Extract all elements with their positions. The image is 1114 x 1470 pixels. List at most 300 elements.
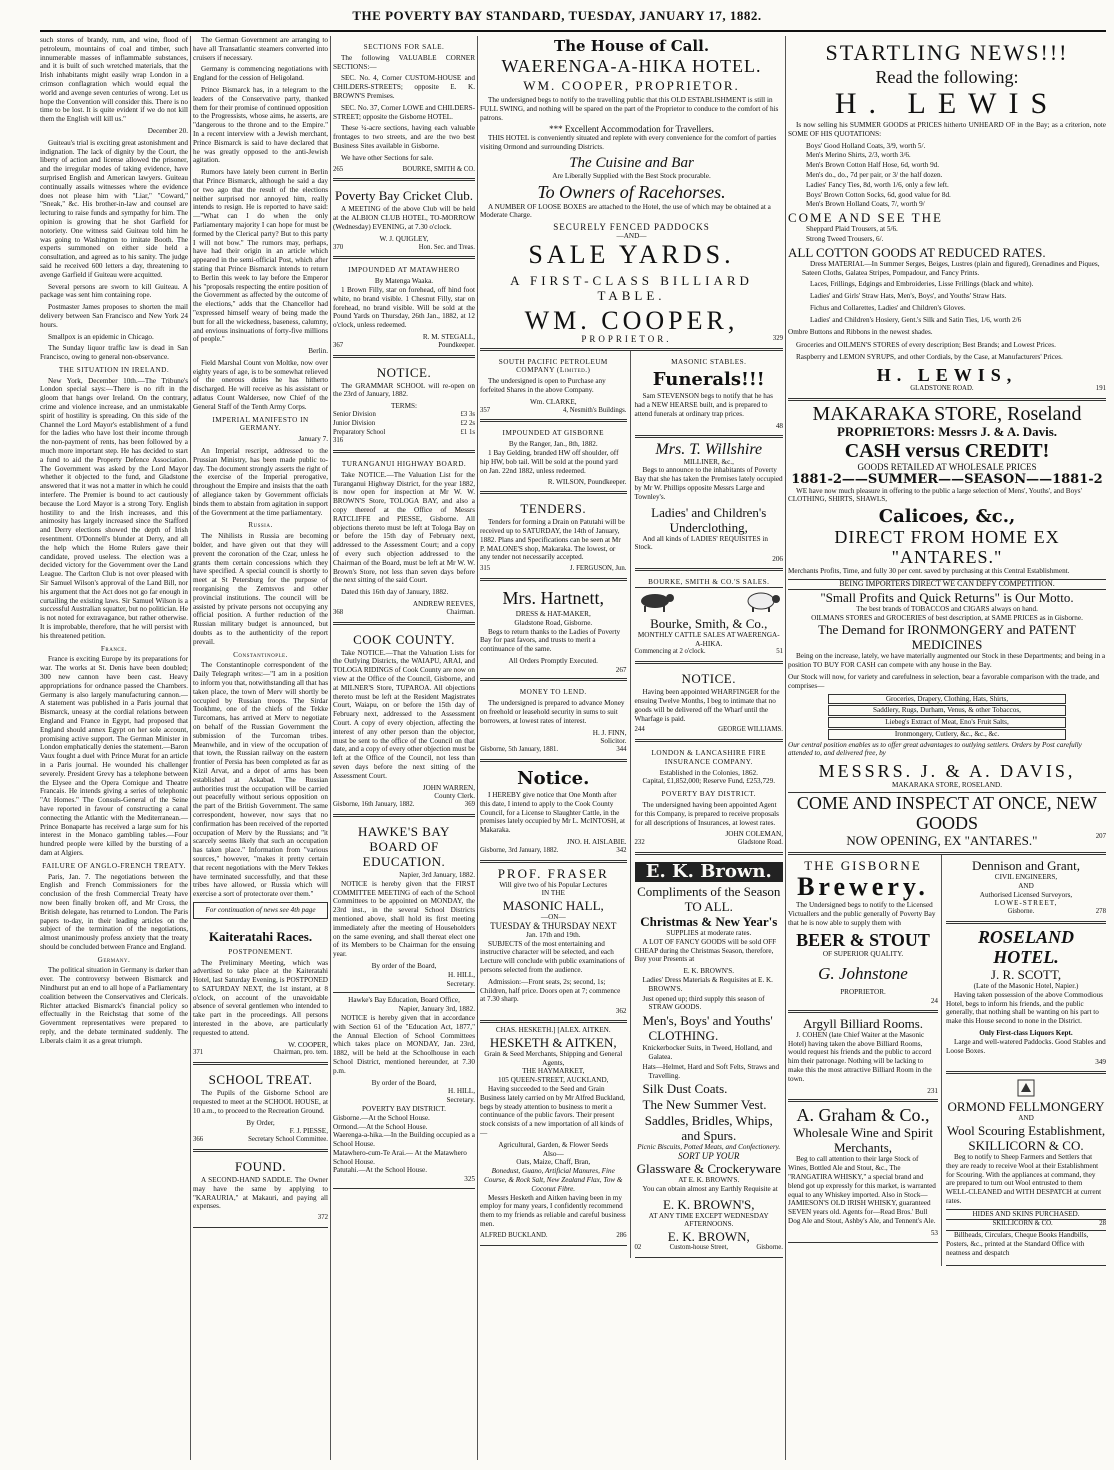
ad-address: LOWE-STREET, [994, 899, 1058, 908]
ad-venue: MASONIC HALL, [502, 898, 604, 914]
ad-body: SEC. No. 4, Corner CUSTOM-HOUSE and CHILDERS-STREETS; opposite E. K. BROWN'S Premises. [333, 74, 475, 100]
ad-headline: STARTLING NEWS!!! [825, 40, 1069, 65]
ad-title: Poverty Bay Cricket Club. [335, 188, 473, 204]
ad-and: AND [1018, 1114, 1034, 1123]
ad-district: POVERTY BAY DISTRICT. [661, 790, 756, 799]
ad-role: Chairman. [446, 608, 475, 616]
ad-body: These ¼-acre sections, having each valuable frontages to two streets, and are the two best Business Sites available in Gisborne. [333, 124, 475, 150]
place-item: Gisborne.—At the School House. [333, 1113, 430, 1122]
ad-body: MONTHLY CATTLE SALES AT WAERENGA-A-HIKA. [637, 630, 780, 648]
ad-argyll-billiards [788, 1013, 938, 1103]
ad-body: Beg to notify to Sheep Farmers and Settlers that they are ready to receive Wool at their Establishment for Scouring. With the appliances at command, they are prepared to turn out Wool entrusted to them WELL-CLEANED and WITH DESPATCH at current rates. [946, 1153, 1102, 1206]
ad-bonedust: Bonedust, Guano, Artificial Manures, Fine Course, & Rock Salt, New Zealand Flax, Tow & Coconut Fibre. [484, 1167, 623, 1193]
ad-also: Also— [542, 1149, 564, 1158]
ad-on: —ON— [540, 913, 566, 922]
section-heading: Germany. [97, 955, 131, 964]
news-column-2 [193, 36, 328, 1460]
ad-number: 265 [333, 165, 344, 173]
ad-saddles: Saddles, Bridles, Whips, and Spurs. [644, 1113, 773, 1144]
list-item: Boys' Good Holland Coats, 3/9, worth 5/. [806, 141, 926, 150]
ad-highlight: SECURELY FENCED PADDOCKS [553, 222, 710, 233]
column-divider [190, 36, 191, 1460]
ad-calicoes: Calicoes, &c., [878, 506, 1016, 528]
place-item: Ormond.—At the School House. [333, 1122, 428, 1131]
ad-body: The Undersigned begs to notify to the Licensed Victuallers and the public generally of Poverty Bay that he is now able to supply them with [788, 901, 936, 927]
ad-time: Commencing at 2 o'clock. [634, 648, 706, 656]
ad-subtitle: OF SUPERIOR QUALITY. [822, 950, 904, 959]
sheep-icon [743, 591, 783, 613]
fee-row: Junior Division £2 2s [333, 419, 475, 427]
ad-body: Ombre Buttons and Ribbons in the newest shades. [788, 327, 933, 336]
ad-body: WE have now much pleasure in offering to the public a large selection of Mens', Youths', and Boys' CLOTHING, SHIRTS, SHAWLS, [788, 486, 1082, 504]
ad-signature: H. HILL, [448, 1087, 475, 1096]
place-item: Patutahi.—At the School House. [333, 1166, 428, 1175]
ad-number: 342 [616, 846, 627, 854]
ad-sections-for-sale [333, 36, 475, 181]
ad-title: HAWKE'S BAY BOARD OF EDUCATION. [358, 823, 450, 869]
ad-signature: W. J. QUIGLEY, [379, 234, 429, 243]
ad-title: BOURKE, SMITH & CO.'S SALES. [635, 578, 783, 588]
section-heading: Constantinople. [233, 650, 288, 659]
ad-role: Secretary School Committee. [248, 1136, 328, 1144]
ad-signature: H. HILL, [448, 970, 475, 979]
ad-bourke-sales [635, 571, 783, 664]
ad-date: Gisborne, 16th January, 1882. [333, 801, 415, 809]
ad-hawkes-bay-election [333, 993, 475, 1189]
ad-title: PROF. FRASER [497, 865, 609, 881]
ad-body: SEC. No. 37, Corner LOWE and CHILDERS-STREET; opposite the Gisborne HOTEL. [333, 103, 475, 121]
dateline: Berlin. [308, 347, 328, 356]
ad-signature: ANDREW REEVES, [412, 600, 475, 609]
ad-body: SUBJECTS of the most entertaining and instructive character will be selected, and each Lecture will conclude with public examinations of persons selected from the audience. [480, 939, 625, 975]
ad-title: IMPOUNDED AT MATAWHERO [348, 266, 460, 275]
ad-title: MAKARAKA STORE, Roseland [812, 402, 1082, 425]
ad-body: The Preliminary Meeting, which was advertised to take place at the Kaiteratahi Hotel, last Saturday Evening, is POSTPONED to SATURDAY NEXT, the 1st instant, at 8 o'clock, on account of the unavoidable absence of several gentlemen who intended to take part in the proceedings. All persons interested in the above, are particularly requested to attend. [193, 958, 328, 1037]
ad-glassware: Glassware & Crockeryware [636, 1161, 781, 1177]
list-item: Silk Dust Coats. [642, 1081, 728, 1097]
ad-title: WM. COOPER, [524, 305, 739, 335]
ad-subtitle: POSTPONEMENT. [228, 947, 293, 956]
ad-address: THE HAYMARKET, [522, 1067, 585, 1076]
ad-signature: H. J. FINN, [592, 728, 627, 737]
ad-role: Solicitor. [600, 737, 627, 746]
ad-title: SALE YARDS. [528, 239, 735, 269]
ad-body: Having been appointed WHARFINGER for the ensuing Twelve Months, I beg to intimate that no goods will be delivered off the Wharf until the Wharfage is paid. [634, 688, 780, 723]
ad-number: 278 [1095, 908, 1106, 916]
ad-willshire [635, 438, 783, 571]
ad-subtitle: CIVIL ENGINEERS, [994, 873, 1058, 882]
ad-cook-county [333, 625, 475, 817]
ad-number: 349 [1095, 1058, 1106, 1067]
ad-signature: GEORGE WILLIAMS. [718, 726, 783, 734]
ad-role: Secretary. [446, 979, 475, 988]
article-text: Postmaster James proposes to shorten the mail delivery between San Francisco and New York 24 hours. [40, 303, 188, 329]
ad-impounded-gisborne [480, 422, 627, 494]
ad-signature: ALFRED BUCKLAND. [480, 1231, 548, 1239]
ad-date: Napier, January 3rd, 1882. [398, 1005, 475, 1014]
list-item: Ladies' Dress Materials & Requisites at E. K. BROWN'S. [642, 976, 773, 993]
ad-terms: TERMS: [391, 402, 417, 411]
ad-come-inspect: COME AND INSPECT AT ONCE, NEW GOODS [788, 792, 1106, 833]
ad-dates: Jan. 17th and 19th. [526, 930, 581, 939]
ad-body: Having succeeded to the Seed and Grain Business lately carried on by Mr Alfred Buckland, begs by steady attention to business to merit a continuance of the public favors. Their present stock consists of a new importation of all kinds of— [480, 1084, 625, 1137]
ad-oats: Oats, Maize, Chaff, Bran, [516, 1158, 591, 1167]
ad-london-lancashire [635, 742, 783, 855]
ad-title: SCHOOL TREAT. [208, 1072, 313, 1088]
ad-role: Hon. Sec. and Treas. [418, 243, 475, 251]
ad-headline: CASH versus CREDIT! [844, 439, 1050, 462]
ad-body: Sam STEVENSON begs to notify that he has had a NEW HEARSE built, and is prepared to attend funerals at ordinary trap prices. [634, 392, 773, 418]
ad-capital: Capital, £1,852,000; Reserve Fund, £253,729. [642, 777, 776, 786]
ad-ek-brown [635, 855, 783, 1258]
ad-signature: Wm. CLARKE, [530, 397, 577, 406]
ad-role: 4, Nesmith's Buildings. [562, 406, 627, 414]
continuation-note: For continuation of news see 4th page [193, 902, 328, 919]
ad-role: Chairman, pro. tem. [273, 1049, 328, 1057]
ad-headline: Christmas & New Year's [640, 914, 778, 930]
ad-signature: JNO. H. AISLABIE. [566, 838, 627, 847]
ad-body: Ladies' and Children's Hosiery, Gent.'s Silk and Satin Ties, 1/6, worth 2/6 [810, 315, 1022, 324]
ad-slaughter-notice [480, 762, 627, 863]
section-heading: FAILURE OF ANGLO-FRENCH TREATY. [42, 861, 186, 870]
news-column-1 [40, 36, 188, 1460]
ad-number: 316 [333, 437, 344, 445]
ad-footer: E. K. BROWN, [667, 1229, 750, 1245]
ad-body: Being on the increase, lately, we have materially augmented our Stock in these Departments; and being in a position TO BUY FOR CASH can compete with any house in the Bay. [788, 652, 1106, 670]
ad-masonic-stables [635, 351, 783, 438]
article-text: The Constantinople correspondent of the Daily Telegraph writes:—"I am in a position to inform you that, notwithstanding all that has taken place, the town of Merv will shortly be occupied by Russian troops. The Sirdar Tookhme, one of the chiefs of the Tekke Turcomans, has arrived at Merv to negotiate on behalf of the Russian Government the submission of the Turcoman tribes. Meanwhile, and in view of the occupation of that town, the Russian railway on the eastern frontier of Persia has been completed as far as Kizil Arvat, and a depot of arms has been established at Askabad. The Russian authorities trust the occupation will be carried out peacefully without serious opposition on the part of the British Government. The same correspondent, however, now says that no confirmation has been received of the reported occupation of Merv by the Russians; and "it scarcely seems likely that such an occupation has taken place." Information from "various sources," however, "makes it pretty certain that recent negotiations with the Merv Tekkes have terminated successfully, and that these tribes have allowed, or Russia which will exercise a sort of protectorate over them." [193, 661, 328, 899]
ad-dennison-grant [946, 855, 1106, 924]
ad-number: 315 [480, 565, 491, 573]
ad-number: 02 [634, 1244, 642, 1252]
article-text: such stores of brandy, rum, and wine, flood of petroleum, mountains of coal and timber, such innumerable masses of inflammable substances, and it is built of such wretched materials, that the Irish inhabitants might easily wrap London in a crimson conflagration which would equal the world and avenge seven centuries of wrong. Let us hope the Convention will consider this. There is no time to be lost. It is quite evident if we do not kill them the English will kill us." [40, 36, 188, 124]
ad-signature: R. WILSON, Poundkeeper. [547, 478, 627, 487]
ads-column-5 [788, 36, 1106, 1460]
ad-role: Poundkeeper. [438, 341, 475, 349]
ad-address: Gladstone Road, Gisborne. [514, 618, 593, 627]
ad-body: The best brands of TOBACCOS and CIGARS always on hand. [856, 604, 1038, 613]
ad-number: 244 [634, 726, 645, 734]
ad-number: 28 [1099, 1219, 1106, 1227]
ads-column-3 [333, 36, 475, 1460]
ad-body: The undersigned begs to notify to the travelling public that this OLD ESTABLISHMENT is still in FULL SWING, and nothing will be spared on the part of the Proprietor to conduce to the comfort of his patrons. [480, 96, 779, 122]
ad-number: 267 [615, 665, 627, 674]
ad-importers: BEING IMPORTERS DIRECT WE CAN DEFY COMPETITION. [788, 579, 1106, 590]
ad-subtitle: DRESS & HAT-MAKER, [515, 609, 591, 618]
ad-number: 24 [930, 997, 938, 1006]
ad-direct: DIRECT FROM HOME EX "ANTARES." [834, 527, 1060, 568]
ad-number: 368 [333, 608, 344, 616]
ad-late: (Late of the Masonic Hotel, Napier.) [973, 982, 1079, 991]
ad-waerenga-hotel [480, 36, 783, 351]
ad-liquors: Only First-class Liquors Kept. [979, 1029, 1073, 1038]
ad-hesketh-aitken [480, 1023, 627, 1246]
list-item: Liebeg's Extract of Meat, Eno's Fruit Salts, [828, 717, 1066, 728]
ad-title: A. Graham & Co., [796, 1105, 930, 1126]
column-divider [330, 36, 331, 1460]
ad-sort: SORT UP YOUR [678, 1151, 740, 1162]
ad-role: PROPRIETOR. [581, 333, 672, 344]
ad-body: I HEREBY give notice that One Month after this date, I intend to apply to the Cook County Council, for a License to Slaughter Cattle, in the premises lately occupied by Mr L. McINTOSH, at Makaraka. [480, 791, 625, 835]
dateline: December 20. [147, 126, 188, 135]
ad-title: Mrs. T. Willshire [655, 440, 763, 458]
list-item: The New Summer Vest. [642, 1097, 767, 1113]
ads-subcolumn-left [480, 351, 631, 1258]
article-text: The political situation in Germany is darker than ever. The controversy between Bismarck and Nindhurst put an end to all hope of a Parliamentary coalition between the Conservatives and Clericals. Richter attacked Bismarck's financial policy so effectually in the Reichstag that some of the Government representatives were prepared to reply, and the debate terminated suddenly. The Liberals claim it as a great triumph. [40, 966, 188, 1045]
ad-body: Messrs Hesketh and Aitken having been in my employ for many years, I confidently recommend them to my friends as reliable and careful business men. [480, 1193, 626, 1228]
ad-number: 344 [616, 746, 627, 754]
ad-body: Beg to call attention to their large Stock of Wines, Bottled Ale and Stout, &c., The "RANGATIRA WHISKY," a special brand and blend got up expressly for this market, is warranted equal to any Whiskey imported. Also in Stock—JAMIESON'S OLD IRISH WHISKY, guaranteed SEVEN years old. Agents for—Read Bros.' Bull Dog Ale and Stout, Ashby's Ale, and Tennent's Ale. [788, 1155, 936, 1226]
ad-school-treat [193, 1065, 328, 1152]
masthead: THE POVERTY BAY STANDARD, TUESDAY, JANUARY 17, 1882. [352, 8, 762, 23]
ad-kicker: THE GISBORNE [804, 858, 922, 874]
ad-by: By order of the Board, [371, 961, 437, 970]
ad-headline: BEER & STOUT [796, 930, 930, 951]
article-text: Smallpox is an epidemic in Chicago. [48, 332, 154, 341]
ad-title: Dennison and Grant, [972, 858, 1080, 874]
ads-subcolumns [788, 855, 1106, 1266]
ad-number: 366 [193, 1136, 204, 1144]
ad-subtitle: Read the following: [875, 67, 1019, 87]
ad-body: Groceries and OILMEN'S STORES of every description; Best Brands; and Lowest Prices. [796, 341, 1056, 350]
article-text: The Sunday liquor traffic law is dead in San Francisco, owing to general non-observance. [40, 344, 188, 362]
ad-number: 206 [772, 555, 783, 564]
ad-cricket-club [333, 181, 475, 259]
ad-body: Begs to announce to the inhabitants of Poverty Bay that she has taken the Premises lately occupied by Mr W. Phillips opposite Messrs Large and Townley's. [634, 466, 783, 501]
section-heading: France. [100, 644, 128, 653]
ad-money-to-lend [480, 681, 627, 762]
ad-number: 53 [930, 1228, 938, 1237]
ad-street: 105 QUEEN-STREET, AUCKLAND, [498, 1076, 609, 1085]
ad-firm: SKILLICORN & CO. [968, 1138, 1084, 1154]
ad-number: 362 [615, 1007, 627, 1016]
ad-role: County Clerk. [434, 792, 475, 801]
ad-body: Take NOTICE.—That the Valuation Lists for the Outlying Districts, the WAIAPU, ARAI, and TOLOGA RIDINGS of Cook County are now on view at the Office of the Council, Gisborne, and at MILNER'S Store, TUPAROA. All objections thereto must be left at the Resident Magistrates Court, Waiapu, on or before the 15th day of February next, addressed to the Assessment Court. A copy of every objection, affecting the interest of any other person than the objector, must be sent to the office of the Council on that date, and a copy of every other objection must be left at the Office of the Council, not less than seven days before the next sitting of the Assessment Court. [333, 648, 475, 780]
ad-signature: W. COOPER, [288, 1040, 328, 1049]
ad-body: Laces, Frillings, Edgings and Embroideries, Lisse Frillings (black and white). [810, 280, 1034, 289]
ad-body: Large and well-watered Paddocks. Good Stables and Loose Boxes. [946, 1037, 1106, 1055]
ad-tenders [480, 494, 627, 581]
ad-title: TURANGANUI HIGHWAY BOARD. [341, 460, 467, 469]
ad-found [193, 1152, 328, 1228]
ad-subtitle: Grain & Seed Merchants, Shipping and General Agents, [484, 1049, 623, 1067]
ad-subtitle: Wool Scouring Establishment, [946, 1123, 1106, 1139]
ad-body: Take NOTICE.—The Valuation List for the Turanganui Highway District, for the year 1882, is now open for inspection at Mr W. W. BROWN'S Store, TOLOGA BAY, and also a copy thereof at the Office of Messrs RATCLIFFE and PIESSE, Gisborne. All objections thereto must be left at Tologa Bay on or before the 15th day of February next, addressed to the Assessment Court; and a copy of every such objection addressed to the Chairman of the Board, must be left at Mr W. W. Brown's Store, not less than seven days before the next sitting of the said Court. [333, 470, 475, 585]
ad-signature: MESSRS. J. & A. DAVIS, [818, 761, 1076, 782]
ad-established: Established in the Colonies, 1862. [659, 768, 758, 777]
ads-column-4 [480, 36, 783, 1460]
ad-title: NOTICE. [376, 364, 432, 380]
ad-and: —AND— [616, 231, 647, 240]
ad-wharfinger-notice [635, 664, 783, 742]
ad-signature: H. LEWIS, [876, 364, 1018, 385]
ad-highlight: ALL COTTON GOODS AT REDUCED RATES. [788, 244, 1046, 260]
ad-body: Billheads, Circulars, Cheque Books Handbills, Posters, &c., printed at the Standard Office with neatness and despatch [946, 1230, 1106, 1257]
ad-demand: The Demand for IRONMONGERY and PATENT MEDICINES [818, 622, 1076, 653]
ad-number: 231 [927, 1086, 938, 1095]
ad-body: A LOT OF FANCY GOODS will be sold OFF CHEAP during the Christmas Season, therefore, Buy your Presents at [634, 937, 777, 964]
emblem-icon [1017, 1079, 1035, 1097]
ad-gisborne-brewery [788, 855, 938, 1013]
ad-body: We have other Sections for sale. [341, 153, 434, 162]
ad-graham-co [788, 1102, 938, 1242]
ad-subtitle: To Owners of Racehorses. [537, 181, 726, 202]
ad-address: Custom-house Street, [669, 1244, 729, 1252]
ad-title: NOTICE. [681, 671, 736, 687]
ad-hawkes-bay-board [333, 817, 475, 993]
article-text: Paris, Jan. 7. The negotiations between the English and French Commissioners for the conclusion of the fresh Commercial Treaty have now been finally broken off, and Mr Cross, the British delegate, has returned to London. The Paris papers to-day, in their leading articles on the subject of the termination of the negotiations, almost unanimously profess anxiety that the treaty should be concluded between France and England. [40, 872, 188, 951]
ad-role: Secretary. [446, 1096, 475, 1105]
ad-title: SECTIONS FOR SALE. [363, 43, 445, 51]
ad-number: 191 [1095, 384, 1106, 392]
ad-number: 325 [464, 1175, 475, 1184]
ad-by: By order of the Board, [371, 1078, 437, 1087]
ad-address: GLADSTONE ROAD. [910, 384, 974, 392]
ad-role: PROPRIETOR. [840, 988, 886, 997]
ad-subtitle: MILLINER, &c., [683, 457, 734, 466]
ad-season: 1881-2——SUMMER——SEASON——1881-2 [791, 471, 1103, 487]
ad-title: COOK COUNTY. [353, 631, 455, 647]
ad-number: 369 [464, 801, 475, 809]
ad-at: AT E. K. BROWN'S. [678, 1176, 740, 1185]
ad-number: 286 [616, 1231, 627, 1239]
ad-signature: G. Johnstone [818, 964, 908, 984]
column-divider [477, 36, 478, 1460]
ad-proprietors: PROPRIETORS: Messrs J. & A. Davis. [836, 423, 1058, 439]
ad-number: 51 [776, 648, 783, 656]
article-text: An Imperial rescript, addressed to the Prussian Ministry, has been made public to-day. The document strongly asserts the right of the exercise of the Imperial prerogative, throughout the Empire and insists that the oath of allegiance taken by Government officials binds them to abstain from agitation in support of the Government at the time parliamentary. [193, 447, 328, 517]
ad-body: A MEETING of the above Club will be held at the ALBION CLUB HOTEL, TO-MORROW (Wednesday) EVENING, at 7.30 o'clock. [333, 205, 475, 231]
ad-body: Ladies' and Girls' Straw Hats, Men's, Boys', and Youths' Straw Hats. [810, 292, 1007, 301]
list-item: Men's, Boys' and Youths' CLOTHING. [642, 1013, 773, 1044]
ad-subtitle: Wholesale Wine and Spirit Merchants, [793, 1125, 933, 1156]
list-item: Knickerbocker Suits, in Tweed, Holland, and Galatea. [642, 1044, 773, 1062]
ad-title: H. LEWIS [834, 87, 1060, 120]
ad-number: 367 [333, 341, 344, 349]
ad-title: Notice. [517, 768, 590, 790]
list-item: Men's Brown Holland Coats, 7/, worth 9/ [806, 200, 925, 209]
ad-wholesale: GOODS RETAILED AT WHOLESALE PRICES [857, 461, 1037, 472]
list-item: Saddlery, Rugs, Durham, Venus, & other Tobaccos, [828, 705, 1066, 716]
ad-body: J. COHEN (late Chief Waiter at the Masonic Hotel) having taken the above Billiard Rooms, would request his friends and the public to accord him their patronage. Nothing will be lacking to make this the most attractive Billiard Room in the town. [788, 1030, 932, 1083]
ad-title: MONEY TO LEND. [519, 688, 587, 697]
place-item: Matawhero-cum-Te Arai.— At the Matawhero School House. [333, 1148, 467, 1166]
ad-title: HESKETH & AITKEN, [489, 1034, 617, 1050]
ad-orders: All Orders Promptly Executed. [508, 656, 598, 665]
list-item: Men's Brown Cotton Half Hose, 6d, worth 9d. [806, 161, 940, 170]
fee-row: Preparatory School £1 1s [333, 428, 475, 436]
article-text: Germany is commencing negotiations with England for the cession of Heligoland. [193, 65, 328, 83]
list-item: Ironmongery, Cutlery, &c., &c., &c. [828, 729, 1066, 740]
ad-highlight: Ladies' and Children's Underclothing, [651, 504, 767, 535]
ad-seeds: Agricultural, Garden, & Flower Seeds [498, 1140, 609, 1149]
section-heading: Russia. [248, 521, 273, 530]
article-text: Field Marshal Count von Moltke, now over eighty years of age, is to be somewhat relieved of the onerous duties he has hitherto discharged. He will receive as his assistant or adlatus Count Waldersee, now Chief of the General Staff of the Tenth Army Corps. [193, 358, 328, 411]
ad-signature: J. R. SCOTT, [990, 967, 1062, 983]
article-text: Several persons are sworn to kill Guiteau. A package was sent him containing rope. [40, 282, 188, 300]
ad-body: Will give two of his Popular Lectures [499, 880, 608, 889]
ad-hartnett [480, 581, 627, 682]
ad-kaiteratahi [193, 922, 328, 1066]
list-item: Ladies' Fancy Ties, 8d, worth 1/6, only a few left. [806, 180, 949, 189]
section-heading: IMPERIAL MANIFESTO IN GERMANY. [212, 415, 309, 433]
ad-title: LONDON & LANCASHIRE FIRE INSURANCE COMPANY. [651, 749, 766, 766]
ad-address: MAKARAKA STORE, ROSELAND. [891, 781, 1003, 790]
masthead-rule [40, 30, 1106, 32]
ads-subcolumn-right [946, 855, 1106, 1266]
ad-number: 371 [193, 1049, 204, 1057]
ad-signature: JOHN WARREN, [422, 783, 475, 792]
list-item: Strong Tweed Trousers, 6/. [806, 234, 884, 243]
article-text: Rumors have lately been current in Berlin that Prince Bismarck, although he said a day or two ago that the result of the elections neither surprised nor annoyed him, really intends to resign. He is reported to have said:—"What can I do when the only Parliamentary majority I can hope for must be formed by the Clerical party? But to this party I will not bow." The rumors may, perhaps, have had their origin in an article which appeared in the semi-official Post, which after stating that Prince Bismarck intends to return to Berlin this week to lay before the Emperor his "proposals respecting the entire position of the Government as affected by the outcome of the elections," adds that the Chancellor had "expressed himself weary of being made the butt for all the wickedness, baseness, calumny, and envious insinuations of forty-five millions of people." [193, 168, 328, 344]
ad-store: E. K. BROWN'S, [662, 1196, 755, 1212]
ad-body: The undersigned is prepared to advance Money on freehold or leasehold security in sums to suit borrowers, at lowest rates of interest. [480, 699, 625, 725]
ad-in: IN THE [541, 889, 565, 898]
list-item: Just opened up; third supply this season of STRAW GOODS. [642, 994, 765, 1012]
ad-headline: Funerals!!! [652, 369, 765, 391]
ad-days: TUESDAY & THURSDAY NEXT [490, 921, 617, 932]
ad-town: Gisborne. [1007, 908, 1035, 916]
ad-h-lewis [788, 36, 1106, 401]
ad-signature: JOHN COLEMAN, [725, 830, 783, 839]
place-item: Waerenga-a-hika.—In the Building occupied as a School House. [333, 1131, 475, 1149]
ad-text: Are Liberally Supplied with the Best Stock procurable. [552, 171, 711, 180]
ad-highlight: A FIRST-CLASS BILLIARD TABLE. [510, 272, 753, 303]
ad-grammar-school [333, 358, 475, 454]
list-item: Hats—Helmet, Hard and Soft Felts, Straws and Travelling. [642, 1062, 780, 1080]
list-item: Groceries, Drapery, Clothing, Hats, Shirts, [828, 694, 1066, 705]
ad-body: 1 Bay Gelding, branded HW off shoulder, off hip HW, bob tail. Will be sold at the pound yard on Jan. 22nd 1882, unless redeemed. [480, 448, 619, 475]
ad-title: ROSELAND HOTEL. [977, 927, 1075, 968]
ad-number: 329 [772, 334, 783, 342]
list-item: Men's do., do., 7d per pair, or 3/ the half dozen. [806, 170, 943, 179]
ad-body: NOTICE is hereby given that the FIRST COMMITTEE MEETING of each of the School Committees to be appointed on MONDAY, the 23rd inst., in the several School Districts mentioned above, shall hold its first meeting immediately after the meeting of Householders on the same evening, and shall thereat elect one of its Members to be Chairman for the ensuing year. [333, 879, 475, 959]
ad-body: Tenders for forming a Drain on Patutahi will be received up to SATURDAY, the 14th of January, 1882. Plans and Specifications can be seen at Mr P. MALONE'S shop, Makaraka. The lowest, or any tender not necessarily accepted. [480, 518, 625, 562]
ad-address: Gladstone Road. [737, 839, 783, 847]
ad-time: AT ANY TIME EXCEPT WEDNESDAY AFTERNOONS. [648, 1211, 769, 1229]
article-text: Prince Bismarck has, in a telegram to the leaders of the Conservative party, thanked them for their promise of continued opposition to the Progressists, whose aims, he asserts, are "dangerous to the throne and to the Empire." In a recent interview with a Jewish merchant, Prince Bismarck is said to have declared that he was greatly opposed to the anti-Jewish agitation. [193, 85, 328, 165]
ad-title: E. K. Brown. [635, 862, 783, 882]
ad-supplies: SUPPLIES at moderate rates. [666, 929, 752, 938]
ad-highlight: *** Excellent Accommodation for Travellers. [549, 124, 714, 135]
ad-number: 207 [1095, 833, 1106, 841]
ad-signature: F. J. PIESSE, [289, 1127, 328, 1136]
ad-turanganui-board [333, 453, 475, 625]
ad-body: THIS HOTEL is conveniently situated and replete with every convenience for the comfort of parties visiting Ormond and surrounding Districts. [480, 134, 777, 151]
ads-subcolumns [480, 351, 783, 1258]
ad-store: E. K. BROWN'S. [683, 967, 735, 976]
ad-number: 357 [480, 406, 491, 414]
ad-by: By Order, [246, 1118, 275, 1127]
ad-hides: HIDES AND SKINS PURCHASED. [946, 1209, 1106, 1220]
ad-proprietor: WM. COOPER, PROPRIETOR. [523, 78, 740, 93]
ad-body: A SECOND-HAND SADDLE. The Owner may have the same by applying to "KARAURIA," at Makauri, and paying all expenses. [193, 1176, 328, 1211]
ad-body: OILMANS STORES and GROCERIES of best description, at SAME PRICES as in Gisborne. [811, 613, 1083, 622]
ad-by: By Matenga Waaka. [374, 277, 434, 286]
ad-title: Mrs. Hartnett, [502, 587, 604, 608]
article-text: New York, December 10th.—The Tribune's London special says:—There is no rift in the gloom that hangs over Ireland. On the contrary, crime and violence increase, and an unmistakable spirit of hostility is spreading. On this side of the Channel the Lord Mayor's establishment of a fund for the ladies who have lost their income through the non-payment of rents, has been followed by a much more important step. He has decided to start a fund to aid the Property Defence Association. The Government was asked by the Lord Mayor whether it objected to the fund, and Gladstone answered that it was not a matter in which he could interfere. The Premier is bound to act cautiously because the Lord Mayor is a strong Tory. English hostility to and the Irish increases, and this animosity has largely increased since the Stafford and Derry elections showed the depth of Irish resentment. O'Donnell's blunder at Derry, and all the help which the Home Rulers gave their candidate, proved useless. The election was a decided victory for the Government over the Land League. The Carlton Club is not over pleased with Sir Samuel Wilson's approval of the Land Bill, nor his argument that the Act does not go far enough in curtailing the existing laws. Sir Samuel Wilson is a successful Australian squatter, but no politician. He is not noted for extravagance, but rather otherwise. It is improbable, therefore, that he will persist with his threatened petition. [40, 376, 188, 640]
article-text: The Nihilists in Russia are becoming bolder, and have given out that they will prevent the coronation of the Czar, unless he grants them certain concessions which they have specified. A special council is shortly to meet at St Petersburg for the purpose of reorganising the Zemtsvos and other provincial institutions. The council will be assisted by private persons not occupying any official position. A further reduction of the Russian military budget is announced, but doubts as to the authenticity of the report prevail. [193, 532, 328, 646]
ad-date: Dated this 16th day of January, 1882. [341, 588, 449, 597]
ad-and: AND [1018, 881, 1034, 890]
article-text: Guiteau's trial is exciting great astonishment and indignation. The lack of dignity by the Court, the liberty of action and license allowed the prisoner, and the irregular modes of taking evidence, have surprised English and American lawyers. Guiteau continually assails witnesses where the evidence does not please him with "Liar," "Coward," "Sneak," &c. His brother-in-law and counsel are lecturing to raise funds and sympathy for him. The opinion is growing that he shot Garfield for notoriety. One witness said Guiteau told him he was going to Washington to imitate Booth. The experts summoned on either side held a consultation, and agreed as to his sanity. The judge said he received 600 letters a day, threatening to avenge Garfield if Guiteau were acquitted. [40, 138, 188, 279]
ad-body: Our Stock will now, for variety and carefulness in selection, bear a favorable comparison with the trade, and comprises— [788, 672, 1100, 690]
ad-body: And all kinds of LADIES' REQUISITES in Stock. [634, 534, 768, 552]
ad-admission: Admission:—Front seats, 2s; second, 1s; Children, half price. Doors open at 7; commence at 7.30 sharp. [480, 977, 621, 1004]
ad-subtitle: Authorised Licensed Surveyors, [979, 890, 1073, 899]
ad-by: By the Ranger, Jan., 8th, 1882. [508, 440, 598, 449]
ad-number: 232 [634, 839, 645, 847]
